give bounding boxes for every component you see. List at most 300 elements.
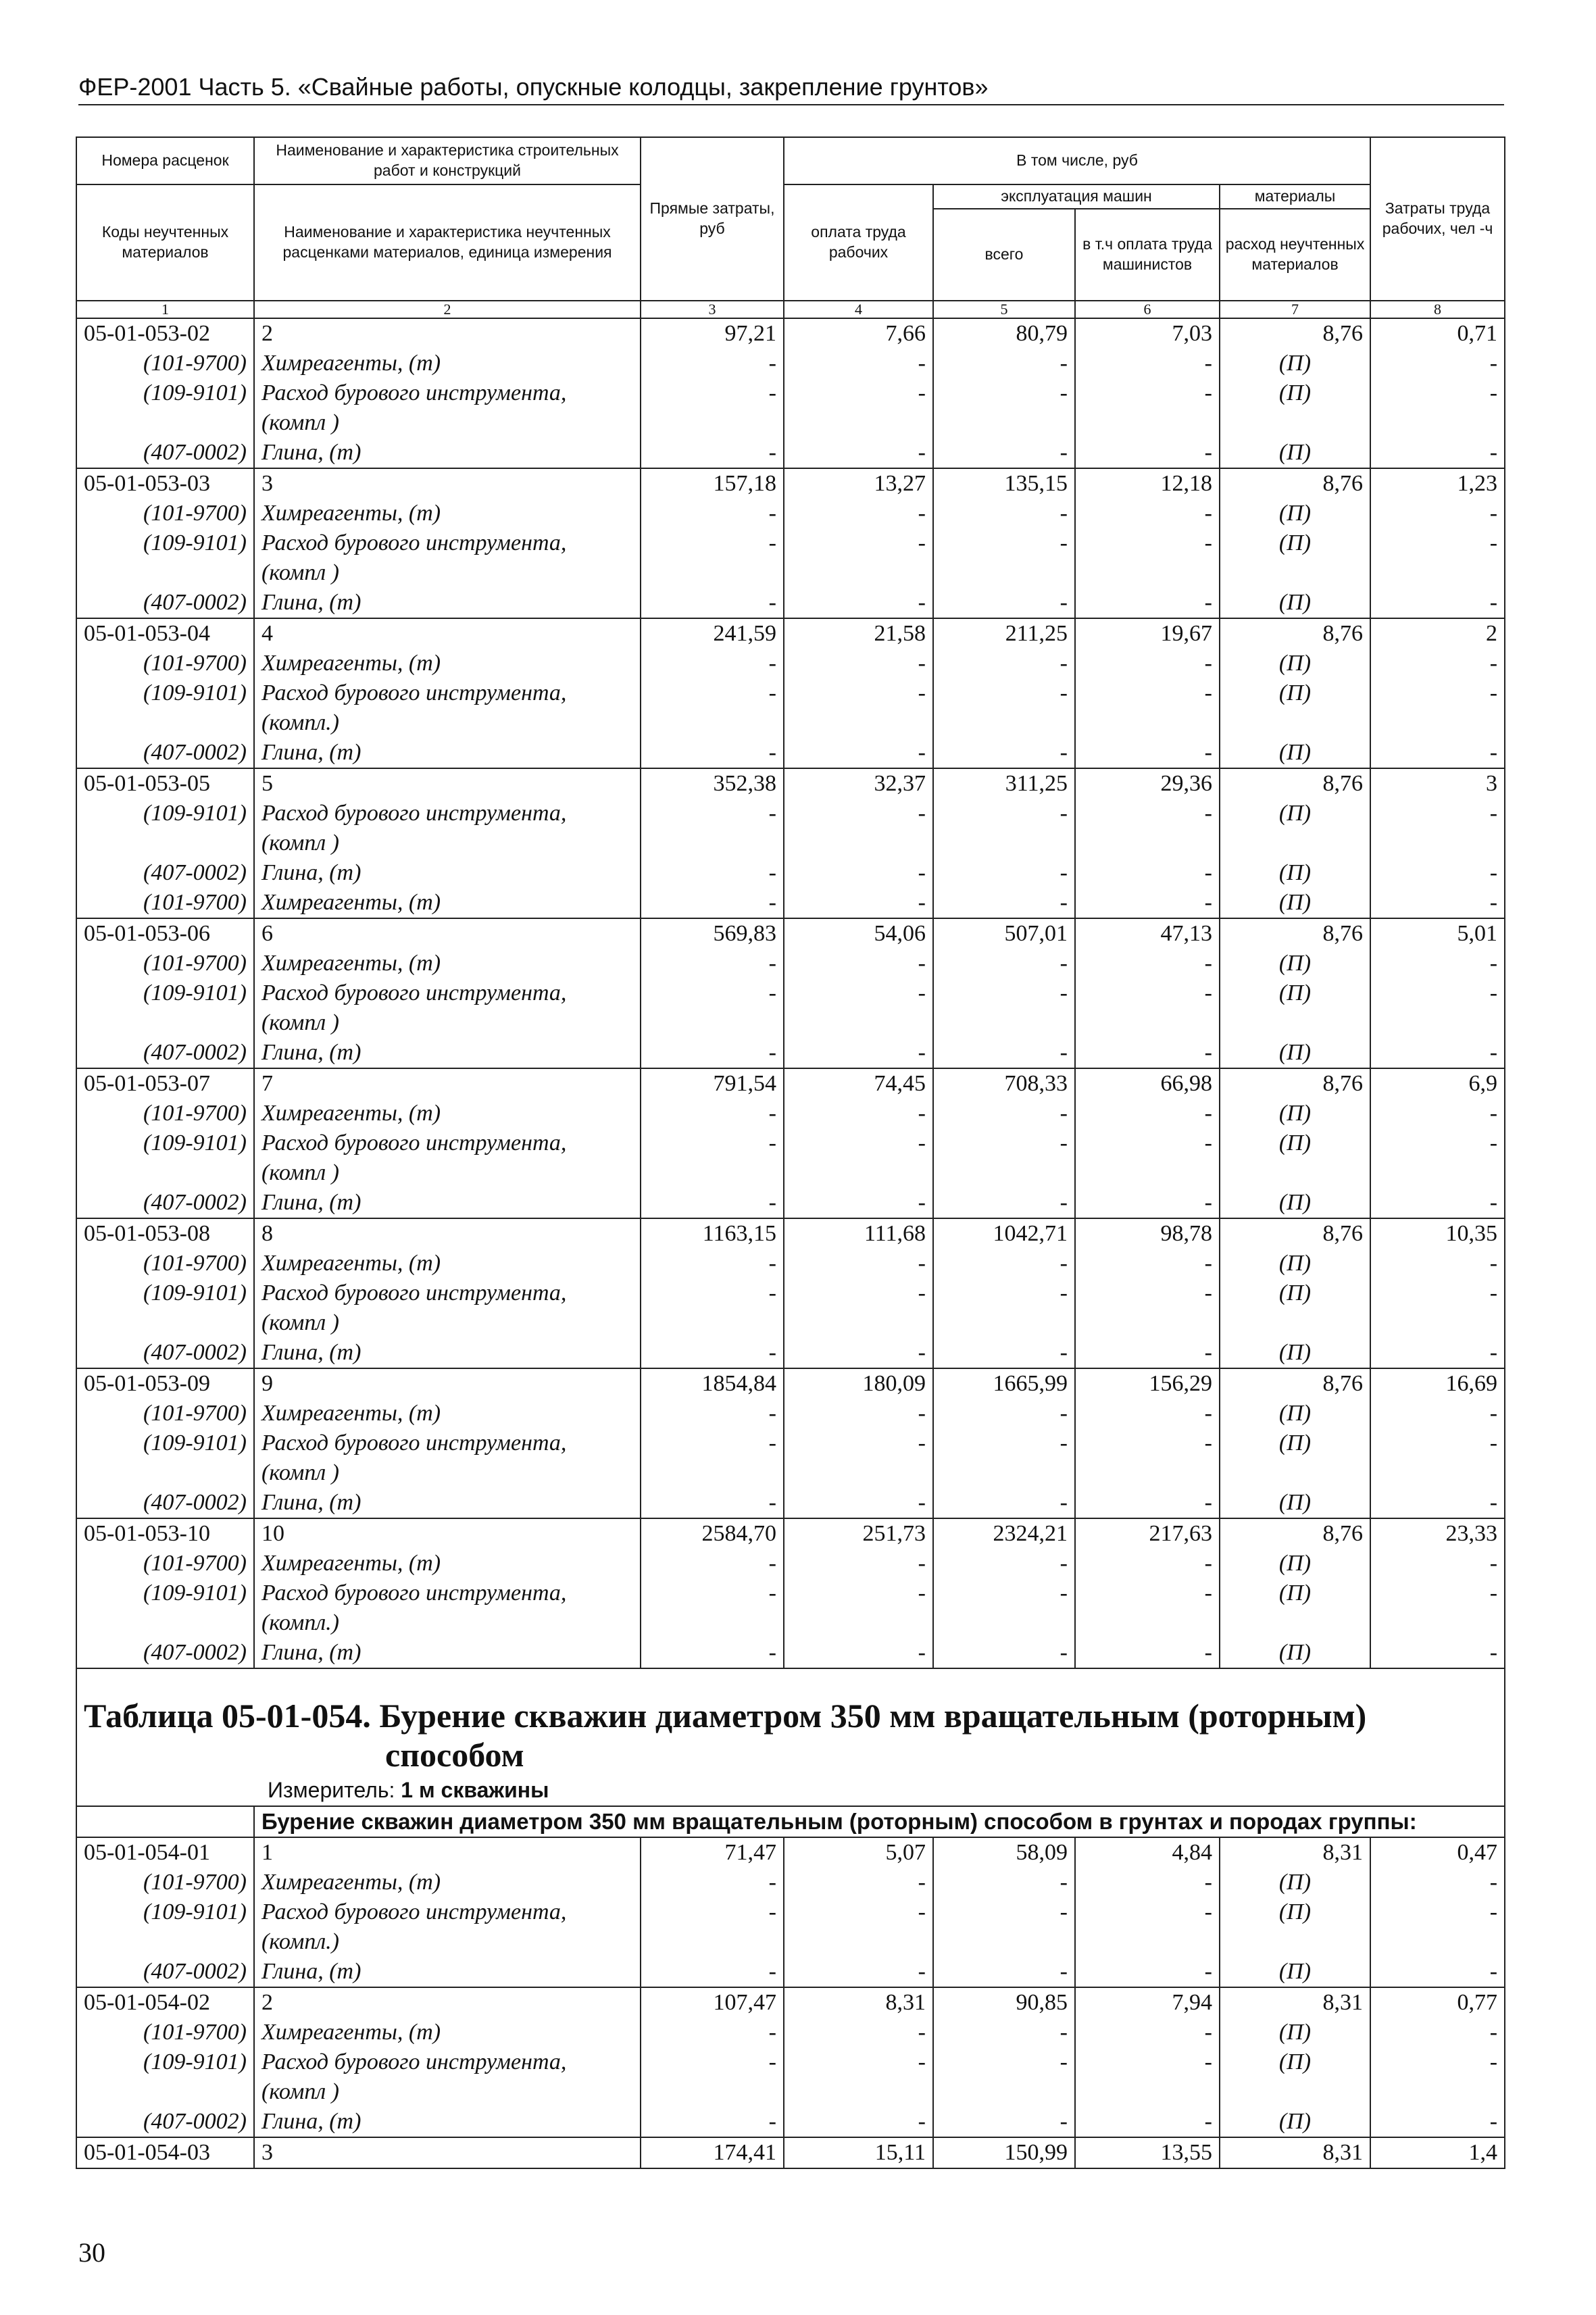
dash-value: -: [1075, 1897, 1220, 1927]
material-name: Глина, (т): [254, 1638, 641, 1668]
material-unit: (компл ): [254, 1308, 641, 1338]
dash-value: -: [1075, 588, 1220, 618]
direct-costs-value: 107,47: [641, 1987, 784, 2018]
dash-value: -: [1370, 1399, 1505, 1428]
material-p-mark: (П): [1220, 499, 1370, 528]
dash-value: -: [784, 858, 933, 888]
unaccounted-materials-value: 8,76: [1220, 1218, 1370, 1249]
dash-value: -: [1370, 1549, 1505, 1578]
material-p-mark: (П): [1220, 1638, 1370, 1668]
dash-value: -: [1075, 678, 1220, 708]
dash-value: -: [641, 1868, 784, 1897]
col-header-name-top: Наименование и характеристика строительных работ и конструкций: [254, 137, 641, 184]
material-name: Расход бурового инструмента,: [254, 2047, 641, 2077]
col-number: 8: [1370, 301, 1505, 318]
dash-value: -: [784, 1128, 933, 1158]
dash-value: -: [1075, 378, 1220, 408]
material-code: (101-9700): [76, 1099, 254, 1128]
material-row: [76, 678, 1505, 708]
dash-value: -: [1075, 2018, 1220, 2047]
dash-value: -: [641, 2047, 784, 2077]
dash-value: -: [933, 649, 1075, 678]
dash-value: -: [933, 978, 1075, 1008]
empty-cell: [933, 1927, 1075, 1957]
dash-value: -: [641, 888, 784, 918]
empty-cell: [933, 1308, 1075, 1338]
dash-value: -: [641, 1957, 784, 1987]
dash-value: -: [1075, 1399, 1220, 1428]
table-subtitle: Бурение скважин диаметром 350 мм вращательным (роторным) способом в грунтах и породах группы:: [254, 1806, 1505, 1837]
material-unit: (компл.): [254, 1927, 641, 1957]
empty-cell: [1075, 1308, 1220, 1338]
material-name: Глина, (т): [254, 2107, 641, 2137]
rate-code: 05-01-053-08: [76, 1218, 254, 1249]
empty-cell: [1220, 1158, 1370, 1188]
dash-value: -: [1075, 438, 1220, 468]
dash-value: -: [933, 438, 1075, 468]
rate-row: [76, 2137, 1505, 2168]
material-p-mark: (П): [1220, 438, 1370, 468]
dash-value: -: [641, 499, 784, 528]
material-code: (101-9700): [76, 1549, 254, 1578]
dash-value: -: [933, 799, 1075, 828]
rate-row: [76, 468, 1505, 499]
dash-value: -: [784, 799, 933, 828]
material-row-continued: [76, 1008, 1505, 1038]
dash-value: -: [1370, 588, 1505, 618]
machine-total-value: 90,85: [933, 1987, 1075, 2018]
material-unit: (компл.): [254, 1608, 641, 1638]
direct-costs-value: 71,47: [641, 1837, 784, 1868]
dash-value: -: [1075, 1249, 1220, 1278]
empty-cell: [1075, 828, 1220, 858]
col-header-labor-costs: Затраты труда рабочих, чел -ч: [1370, 137, 1505, 301]
material-name: Глина, (т): [254, 1957, 641, 1987]
dash-value: -: [1075, 1578, 1220, 1608]
empty-cell: [784, 1158, 933, 1188]
col-number: 5: [933, 301, 1075, 318]
dash-value: -: [641, 1038, 784, 1068]
machinist-wages-value: 29,36: [1075, 768, 1220, 799]
material-name: Глина, (т): [254, 1338, 641, 1368]
material-row: [76, 378, 1505, 408]
material-code: (407-0002): [76, 438, 254, 468]
dash-value: -: [1370, 1638, 1505, 1668]
material-row: [76, 858, 1505, 888]
material-name: Глина, (т): [254, 438, 641, 468]
labor-costs-value: 1,4: [1370, 2137, 1505, 2168]
dash-value: -: [1075, 1128, 1220, 1158]
dash-value: -: [784, 888, 933, 918]
rate-code: 05-01-053-07: [76, 1068, 254, 1099]
empty-cell: [1075, 2077, 1220, 2107]
machinist-wages-value: 4,84: [1075, 1837, 1220, 1868]
dash-value: -: [641, 949, 784, 978]
empty-cell: [76, 1458, 254, 1488]
dash-value: -: [1370, 2047, 1505, 2077]
empty-cell: [1075, 408, 1220, 438]
dash-value: -: [1370, 2018, 1505, 2047]
rate-code: 05-01-054-01: [76, 1837, 254, 1868]
machine-total-value: 58,09: [933, 1837, 1075, 1868]
dash-value: -: [641, 678, 784, 708]
empty-cell: [1370, 1008, 1505, 1038]
empty-cell: [1075, 558, 1220, 588]
material-row: [76, 1399, 1505, 1428]
material-name: Химреагенты, (т): [254, 349, 641, 378]
material-unit: (компл ): [254, 1158, 641, 1188]
material-row-continued: [76, 408, 1505, 438]
dash-value: -: [933, 2107, 1075, 2137]
dash-value: -: [641, 1099, 784, 1128]
material-row: [76, 799, 1505, 828]
worker-wages-value: 15,11: [784, 2137, 933, 2168]
material-row: [76, 1897, 1505, 1927]
material-code: (109-9101): [76, 1578, 254, 1608]
dash-value: -: [933, 949, 1075, 978]
material-code: (109-9101): [76, 978, 254, 1008]
material-name: Глина, (т): [254, 1038, 641, 1068]
dash-value: -: [641, 1249, 784, 1278]
dash-value: -: [933, 1249, 1075, 1278]
machine-total-value: 1042,71: [933, 1218, 1075, 1249]
rate-code: 05-01-053-05: [76, 768, 254, 799]
dash-value: -: [933, 1488, 1075, 1518]
empty-cell: [933, 828, 1075, 858]
dash-value: -: [1075, 2047, 1220, 2077]
col-header-wages: оплата труда рабочих: [784, 184, 933, 301]
dash-value: -: [784, 1278, 933, 1308]
material-code: (101-9700): [76, 949, 254, 978]
dash-value: -: [1370, 1868, 1505, 1897]
dash-value: -: [784, 678, 933, 708]
machine-total-value: 150,99: [933, 2137, 1075, 2168]
material-code: (109-9101): [76, 678, 254, 708]
material-row-continued: [76, 1608, 1505, 1638]
empty-cell: [784, 1308, 933, 1338]
rate-row: [76, 1987, 1505, 2018]
dash-value: -: [1075, 1038, 1220, 1068]
measure-label: Измеритель:: [268, 1778, 395, 1802]
direct-costs-value: 1854,84: [641, 1368, 784, 1399]
dash-value: -: [641, 1338, 784, 1368]
material-code: (101-9700): [76, 1868, 254, 1897]
empty-cell: [784, 1608, 933, 1638]
dash-value: -: [933, 1128, 1075, 1158]
material-p-mark: (П): [1220, 1399, 1370, 1428]
dash-value: -: [784, 1638, 933, 1668]
dash-value: -: [784, 349, 933, 378]
rate-name: 4: [254, 618, 641, 649]
material-p-mark: (П): [1220, 1488, 1370, 1518]
material-name: Глина, (т): [254, 1488, 641, 1518]
material-code: (109-9101): [76, 2047, 254, 2077]
material-row: [76, 1338, 1505, 1368]
dash-value: -: [784, 1249, 933, 1278]
unaccounted-materials-value: 8,31: [1220, 1837, 1370, 1868]
material-p-mark: (П): [1220, 588, 1370, 618]
material-code: (407-0002): [76, 1338, 254, 1368]
dash-value: -: [1075, 858, 1220, 888]
dash-value: -: [641, 858, 784, 888]
material-p-mark: (П): [1220, 349, 1370, 378]
machinist-wages-value: 19,67: [1075, 618, 1220, 649]
labor-costs-value: 0,77: [1370, 1987, 1505, 2018]
material-code: (101-9700): [76, 649, 254, 678]
material-p-mark: (П): [1220, 2047, 1370, 2077]
material-row: [76, 1638, 1505, 1668]
empty-cell: [784, 1008, 933, 1038]
machinist-wages-value: 12,18: [1075, 468, 1220, 499]
dash-value: -: [1370, 1099, 1505, 1128]
empty-cell: [933, 2077, 1075, 2107]
dash-value: -: [933, 1188, 1075, 1218]
machine-total-value: 1665,99: [933, 1368, 1075, 1399]
direct-costs-value: 174,41: [641, 2137, 784, 2168]
empty-cell: [641, 828, 784, 858]
rate-code: 05-01-053-10: [76, 1518, 254, 1549]
table-title-line2: способом: [385, 1736, 524, 1774]
dash-value: -: [784, 1399, 933, 1428]
dash-value: -: [641, 588, 784, 618]
material-p-mark: (П): [1220, 1038, 1370, 1068]
col-header-codes-bottom: Коды неучтенных материалов: [76, 184, 254, 301]
machinist-wages-value: 47,13: [1075, 918, 1220, 949]
material-name: Глина, (т): [254, 738, 641, 768]
material-unit: (компл ): [254, 1008, 641, 1038]
rate-row: [76, 618, 1505, 649]
dash-value: -: [1370, 2107, 1505, 2137]
dash-value: -: [784, 1957, 933, 1987]
material-code: (109-9101): [76, 528, 254, 558]
labor-costs-value: 2: [1370, 618, 1505, 649]
rate-code: 05-01-053-06: [76, 918, 254, 949]
col-header-materials: материалы: [1220, 184, 1370, 209]
dash-value: -: [933, 1278, 1075, 1308]
dash-value: -: [1370, 799, 1505, 828]
labor-costs-value: 16,69: [1370, 1368, 1505, 1399]
measure-line: [76, 1774, 1505, 1806]
dash-value: -: [1370, 1249, 1505, 1278]
rate-name: 10: [254, 1518, 641, 1549]
labor-costs-value: 23,33: [1370, 1518, 1505, 1549]
material-p-mark: (П): [1220, 2018, 1370, 2047]
rate-code: 05-01-054-02: [76, 1987, 254, 2018]
dash-value: -: [1370, 378, 1505, 408]
empty-cell: [76, 558, 254, 588]
material-code: (109-9101): [76, 1128, 254, 1158]
dash-value: -: [933, 2018, 1075, 2047]
rate-row: [76, 318, 1505, 349]
measure-value: 1 м скважины: [401, 1778, 549, 1802]
dash-value: -: [1370, 1957, 1505, 1987]
empty-cell: [641, 708, 784, 738]
material-name: Химреагенты, (т): [254, 1099, 641, 1128]
material-p-mark: (П): [1220, 1549, 1370, 1578]
machine-total-value: 311,25: [933, 768, 1075, 799]
direct-costs-value: 97,21: [641, 318, 784, 349]
col-header-including: В том числе, руб: [784, 137, 1370, 184]
material-p-mark: (П): [1220, 1278, 1370, 1308]
material-name: Расход бурового инструмента,: [254, 1578, 641, 1608]
material-row-continued: [76, 2077, 1505, 2107]
dash-value: -: [784, 499, 933, 528]
empty-cell: [76, 708, 254, 738]
dash-value: -: [641, 1897, 784, 1927]
dash-value: -: [1370, 1428, 1505, 1458]
dash-value: -: [1075, 1338, 1220, 1368]
dash-value: -: [1370, 858, 1505, 888]
dash-value: -: [933, 1638, 1075, 1668]
material-p-mark: (П): [1220, 738, 1370, 768]
material-unit: (компл ): [254, 2077, 641, 2107]
dash-value: -: [933, 588, 1075, 618]
col-header-machine-operation: эксплуатация машин: [933, 184, 1220, 209]
direct-costs-value: 1163,15: [641, 1218, 784, 1249]
dash-value: -: [933, 1957, 1075, 1987]
rate-code: 05-01-053-04: [76, 618, 254, 649]
dash-value: -: [784, 949, 933, 978]
dash-value: -: [641, 2107, 784, 2137]
unaccounted-materials-value: 8,31: [1220, 2137, 1370, 2168]
section-053-rows: [76, 318, 1505, 1668]
material-row: [76, 1578, 1505, 1608]
material-row-continued: [76, 708, 1505, 738]
empty-cell: [933, 408, 1075, 438]
empty-cell: [641, 2077, 784, 2107]
empty-cell: [1075, 1608, 1220, 1638]
dash-value: -: [1075, 499, 1220, 528]
dash-value: -: [784, 1428, 933, 1458]
material-code: (101-9700): [76, 349, 254, 378]
material-p-mark: (П): [1220, 858, 1370, 888]
unaccounted-materials-value: 8,76: [1220, 1068, 1370, 1099]
rate-row: [76, 1837, 1505, 1868]
rate-row: [76, 768, 1505, 799]
col-header-direct-costs: Прямые затраты, руб: [641, 137, 784, 301]
direct-costs-value: 352,38: [641, 768, 784, 799]
material-row-continued: [76, 1927, 1505, 1957]
material-code: (407-0002): [76, 738, 254, 768]
col-number: 2: [254, 301, 641, 318]
dash-value: -: [784, 1549, 933, 1578]
material-name: Химреагенты, (т): [254, 499, 641, 528]
rate-code: 05-01-053-02: [76, 318, 254, 349]
material-p-mark: (П): [1220, 1957, 1370, 1987]
rate-code: 05-01-053-03: [76, 468, 254, 499]
dash-value: -: [1075, 978, 1220, 1008]
material-row: [76, 649, 1505, 678]
material-row: [76, 1488, 1505, 1518]
rate-name: 8: [254, 1218, 641, 1249]
machinist-wages-value: 7,03: [1075, 318, 1220, 349]
empty-cell: [1220, 828, 1370, 858]
dash-value: -: [641, 799, 784, 828]
material-p-mark: (П): [1220, 378, 1370, 408]
empty-cell: [784, 828, 933, 858]
material-name: Химреагенты, (т): [254, 1399, 641, 1428]
empty-cell: [1220, 2077, 1370, 2107]
dash-value: -: [933, 738, 1075, 768]
empty-cell: [1220, 1308, 1370, 1338]
worker-wages-value: 180,09: [784, 1368, 933, 1399]
material-code: (407-0002): [76, 1957, 254, 1987]
material-row: [76, 1188, 1505, 1218]
rate-row: [76, 1068, 1505, 1099]
worker-wages-value: 21,58: [784, 618, 933, 649]
material-name: Химреагенты, (т): [254, 2018, 641, 2047]
dash-value: -: [1075, 799, 1220, 828]
material-code: (407-0002): [76, 2107, 254, 2137]
worker-wages-value: 54,06: [784, 918, 933, 949]
page-number: 30: [78, 2237, 105, 2268]
dash-value: -: [784, 738, 933, 768]
dash-value: -: [784, 2107, 933, 2137]
worker-wages-value: 74,45: [784, 1068, 933, 1099]
material-unit: (компл ): [254, 1458, 641, 1488]
labor-costs-value: 0,47: [1370, 1837, 1505, 1868]
col-number: 7: [1220, 301, 1370, 318]
material-p-mark: (П): [1220, 888, 1370, 918]
material-code: (101-9700): [76, 1399, 254, 1428]
unaccounted-materials-value: 8,76: [1220, 1518, 1370, 1549]
dash-value: -: [1075, 1488, 1220, 1518]
dash-value: -: [641, 2018, 784, 2047]
dash-value: -: [784, 1338, 933, 1368]
dash-value: -: [641, 978, 784, 1008]
dash-value: -: [1075, 1957, 1220, 1987]
material-code: (109-9101): [76, 1278, 254, 1308]
dash-value: -: [641, 1128, 784, 1158]
material-unit: (компл ): [254, 558, 641, 588]
dash-value: -: [641, 1428, 784, 1458]
worker-wages-value: 7,66: [784, 318, 933, 349]
dash-value: -: [784, 378, 933, 408]
dash-value: -: [1370, 499, 1505, 528]
material-name: Расход бурового инструмента,: [254, 1897, 641, 1927]
material-p-mark: (П): [1220, 1868, 1370, 1897]
empty-cell: [784, 1458, 933, 1488]
dash-value: -: [933, 2047, 1075, 2077]
col-number: 1: [76, 301, 254, 318]
dash-value: -: [641, 1549, 784, 1578]
dash-value: -: [641, 1638, 784, 1668]
material-name: Химреагенты, (т): [254, 1249, 641, 1278]
material-row: [76, 1428, 1505, 1458]
material-unit: (компл ): [254, 408, 641, 438]
dash-value: -: [1075, 1868, 1220, 1897]
dash-value: -: [1370, 1897, 1505, 1927]
dash-value: -: [784, 2018, 933, 2047]
empty-cell: [641, 558, 784, 588]
empty-cell: [784, 1927, 933, 1957]
material-row-continued: [76, 1308, 1505, 1338]
dash-value: -: [1075, 2107, 1220, 2137]
dash-value: -: [1370, 528, 1505, 558]
empty-cell: [1075, 1458, 1220, 1488]
worker-wages-value: 5,07: [784, 1837, 933, 1868]
worker-wages-value: 13,27: [784, 468, 933, 499]
empty-cell: [1370, 1158, 1505, 1188]
dash-value: -: [1075, 1188, 1220, 1218]
material-row: [76, 528, 1505, 558]
dash-value: -: [1370, 978, 1505, 1008]
dash-value: -: [933, 1549, 1075, 1578]
table-title: [76, 1696, 1505, 1774]
material-name: Глина, (т): [254, 588, 641, 618]
dash-value: -: [784, 588, 933, 618]
empty-cell: [641, 408, 784, 438]
